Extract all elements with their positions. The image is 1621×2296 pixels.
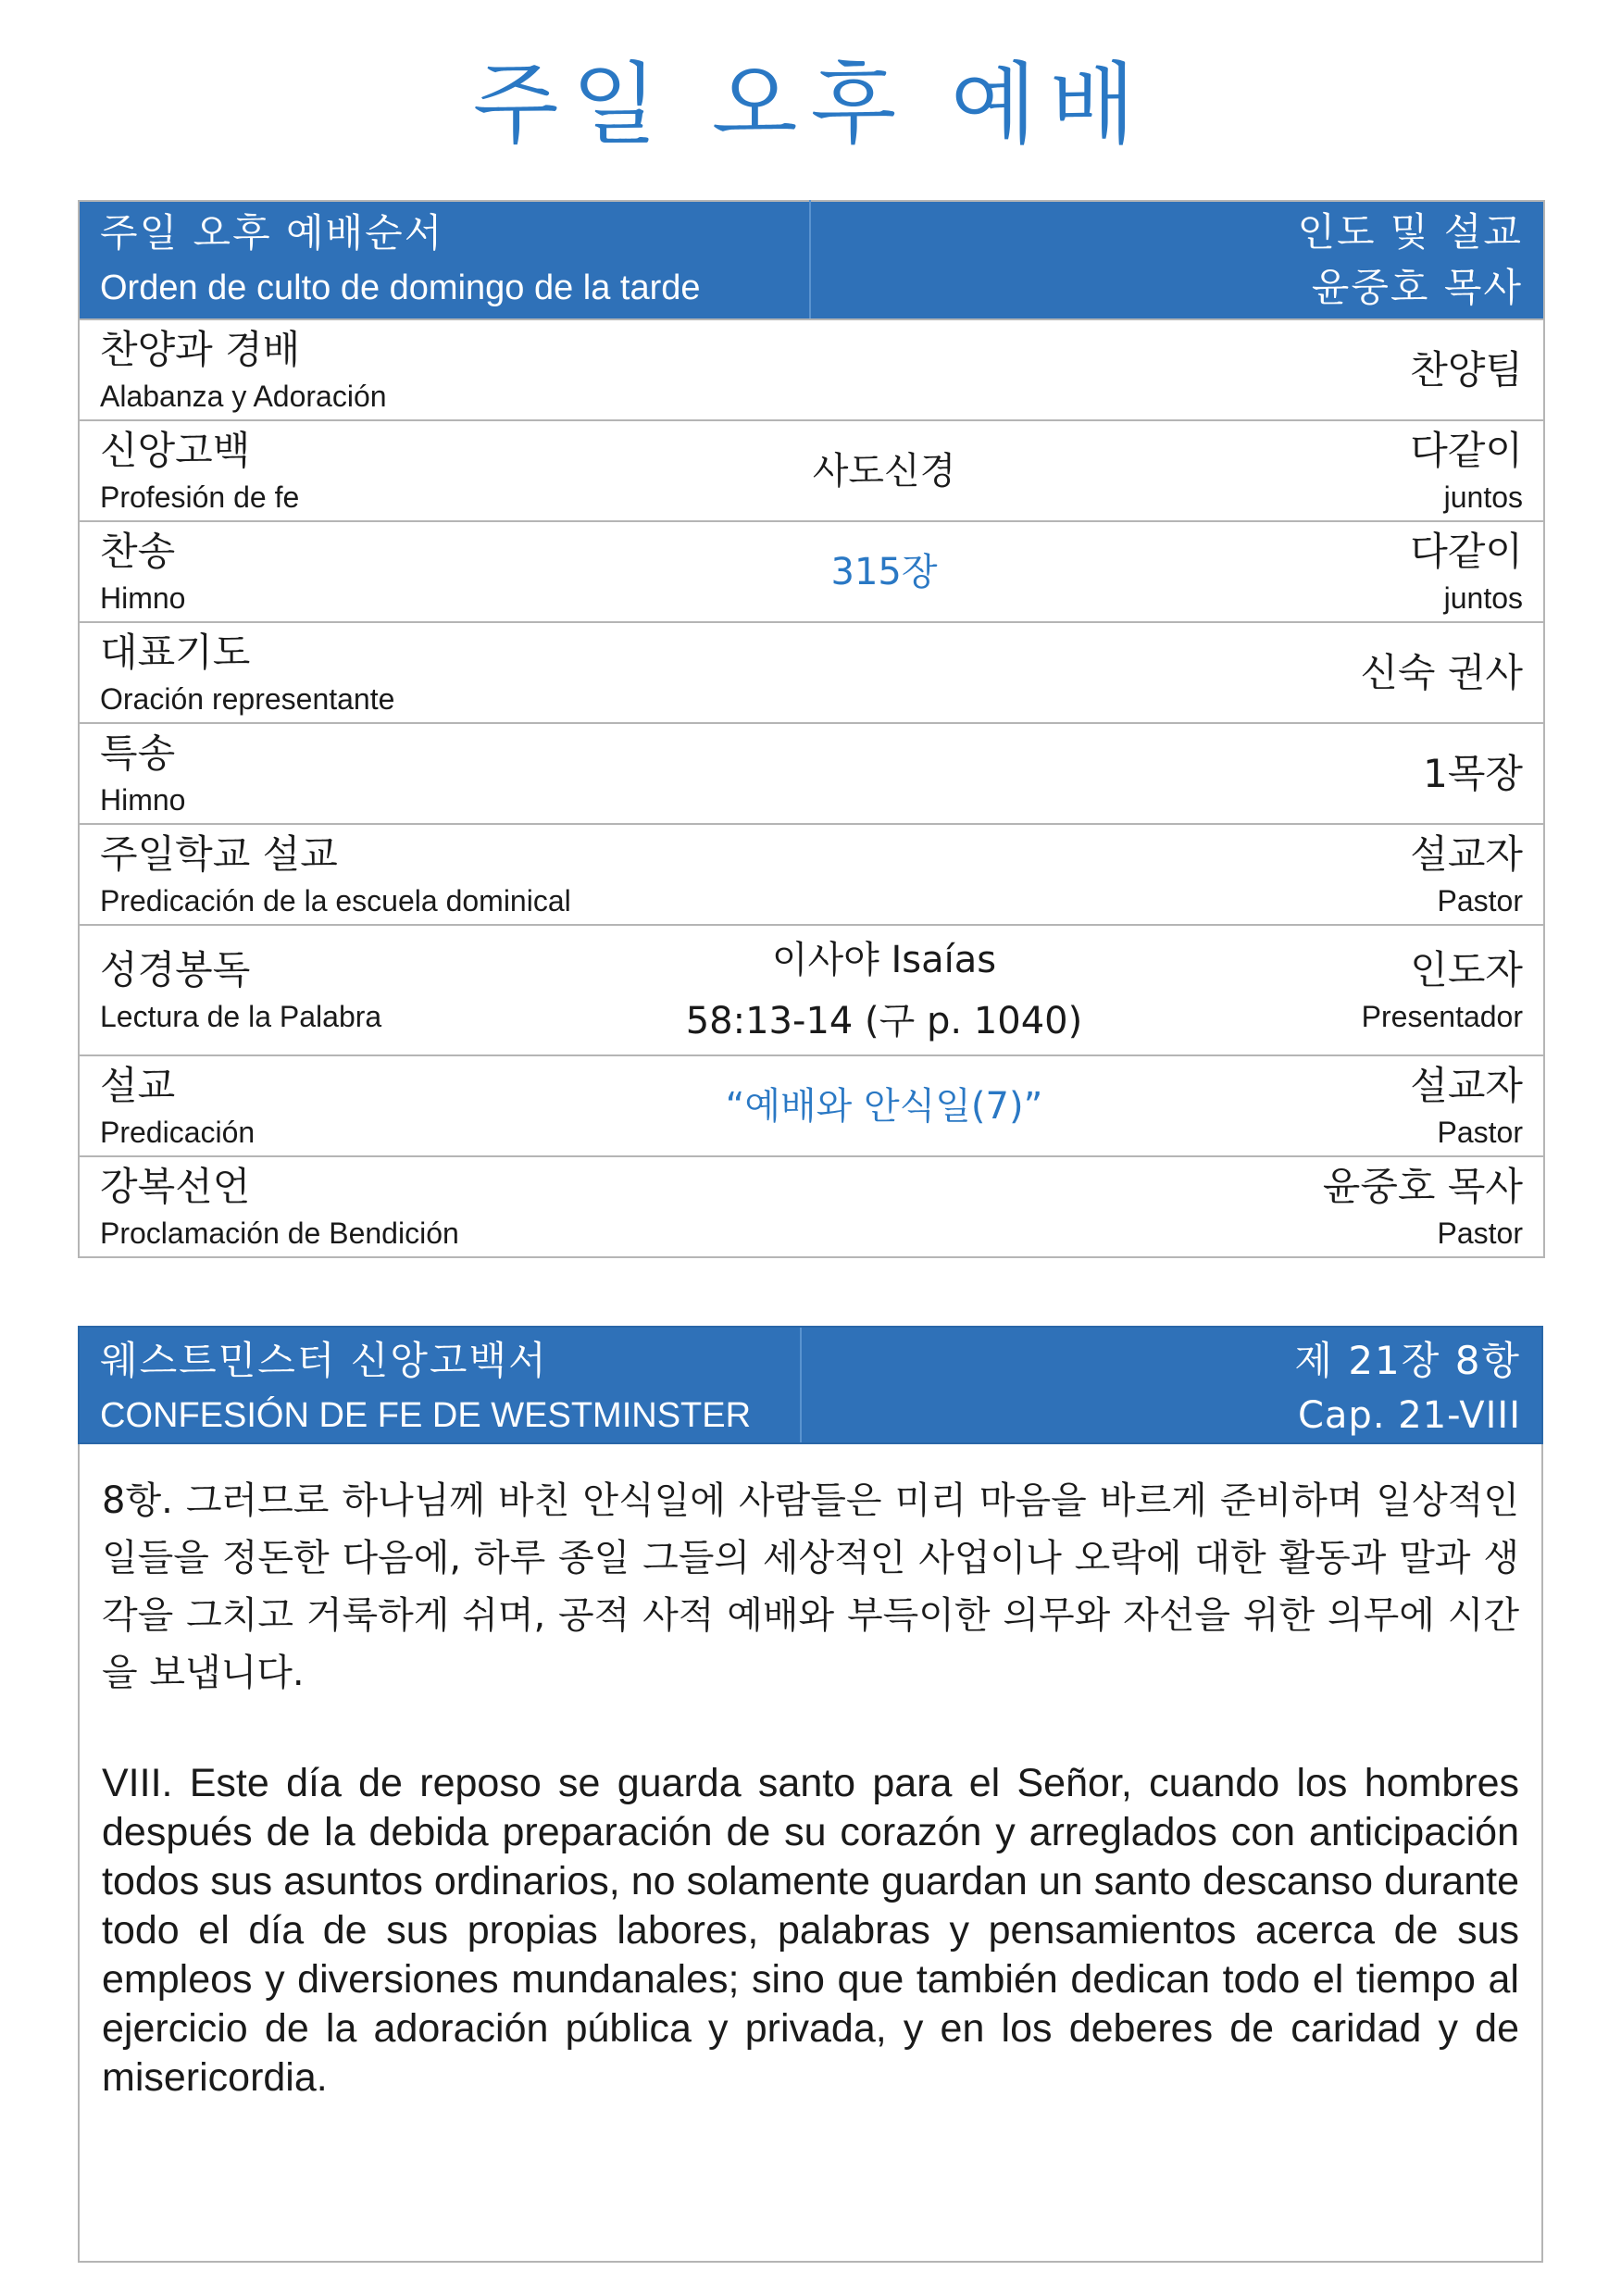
row-title-es: Himno [100, 782, 186, 817]
order-header-left [79, 201, 810, 319]
sermon-title: “예배와 안식일(7)” [597, 1055, 1171, 1156]
order-header-title-es: Orden de culto de domingo de la tarde [100, 268, 701, 307]
order-row [79, 723, 1544, 824]
order-row [79, 1055, 1544, 1156]
row-center [597, 824, 1171, 925]
row-title-es: Lectura de la Palabra [100, 999, 382, 1033]
order-row [79, 622, 1544, 723]
row-title-ko: 특송 [100, 730, 176, 776]
row-right-es: juntos [1443, 580, 1523, 615]
row-center [597, 622, 1171, 723]
confession-header-left [80, 1328, 802, 1442]
order-row [79, 824, 1544, 925]
confession-header [78, 1326, 1543, 1444]
row-right-es: Pastor [1437, 1115, 1523, 1149]
row-title-es: Profesión de fe [100, 480, 300, 514]
order-row [79, 420, 1544, 521]
row-title-ko: 대표기도 [100, 629, 251, 675]
row-center [597, 723, 1171, 824]
row-title-es: Oración representante [100, 681, 395, 716]
row-right-es: Presentador [1361, 999, 1523, 1033]
row-right-ko: 설교자 [1410, 830, 1523, 877]
order-row [79, 521, 1544, 622]
confession-box [78, 1326, 1543, 2263]
row-center [597, 319, 1171, 420]
page-title: 주일 오후 예배 [472, 53, 1149, 156]
order-header-row [79, 201, 1544, 319]
row-title-ko: 강복선언 [100, 1163, 251, 1209]
order-header-leader-label: 인도 및 설교 [1297, 209, 1523, 255]
worship-order-table [78, 200, 1545, 320]
confession-chapter-ko: 제 21장 8항 [1294, 1338, 1521, 1383]
row-title-ko: 성경봉독 [100, 946, 251, 992]
worship-order-rows [78, 318, 1543, 1258]
scripture-book: 이사야 Isaías [771, 938, 997, 981]
order-header-leader-name: 윤중호 목사 [1311, 265, 1523, 310]
confession-title-ko: 웨스트민스터 신앙고백서 [100, 1338, 548, 1383]
order-row [79, 925, 1544, 1055]
scripture-reference [597, 925, 1171, 1055]
row-title-es: Himno [100, 580, 186, 615]
row-right-ko: 찬양팀 [1410, 346, 1523, 393]
confession-text-es: VIII. Este día de reposo se guarda santo para el Señor, cuando los hombres después de la debida preparación de su corazón y arreglados con anticipación todos sus asuntos ordinarios, no solamente guardan un santo descanso durante todo el día de sus propias labores, palabras y pensamientos acerca de sus empleos y diversiones mundanales; sino que también dedican todo el tiempo al ejercicio de la adoración pública y privada, y en los deberes de caridad y de misericordia. [102, 1761, 1519, 2100]
row-title-es: Predicación de la escuela dominical [100, 883, 571, 917]
row-right-es: Pastor [1437, 883, 1523, 917]
confession-text-ko: 8항. 그러므로 하나님께 바친 안식일에 사람들은 미리 마음을 바르게 준비하며 일상적인 일들을 정돈한 다음에, 하루 종일 그들의 세상적인 사업이나 오락에 대한 활동과 말과 생각을 그치고 거룩하게 쉬며, 공적 사적 예배와 부득이한 의무와 자선을 위한 의무에 시간을 보냅니다. [102, 1479, 1519, 1694]
row-title-ko: 찬양과 경배 [100, 326, 301, 372]
row-right-ko: 신숙 권사 [1360, 649, 1523, 695]
row-title-es: Alabanza y Adoración [100, 379, 387, 413]
order-row [79, 319, 1544, 420]
row-title-es: Proclamación de Bendición [100, 1216, 459, 1250]
row-title-es: Predicación [100, 1115, 256, 1149]
row-right-ko: 설교자 [1410, 1062, 1523, 1108]
row-right-ko: 1목장 [1423, 750, 1523, 796]
confession-title-es: CONFESIÓN DE FE DE WESTMINSTER [100, 1396, 752, 1435]
confession-header-right [802, 1328, 1541, 1442]
hymn-number: 315장 [597, 521, 1171, 622]
row-right-es: juntos [1443, 480, 1523, 514]
order-row [79, 1156, 1544, 1257]
confession-chapter-es: Cap. 21-VIII [1297, 1394, 1521, 1437]
row-right-ko: 인도자 [1410, 946, 1523, 992]
row-title-ko: 설교 [100, 1062, 176, 1108]
row-title-ko: 주일학교 설교 [100, 830, 338, 877]
row-right-ko: 다같이 [1410, 427, 1523, 473]
row-right-ko: 다같이 [1410, 528, 1523, 574]
row-title-ko: 신앙고백 [100, 427, 251, 473]
order-header-title-ko: 주일 오후 예배순서 [100, 210, 444, 256]
row-center: 사도신경 [597, 420, 1171, 521]
row-center [597, 1156, 1171, 1257]
row-right-es: Pastor [1437, 1216, 1523, 1250]
order-header-right [810, 201, 1544, 319]
row-right-ko: 윤중호 목사 [1322, 1163, 1523, 1209]
row-title-ko: 찬송 [100, 528, 176, 574]
scripture-verses: 58:13-14 (구 p. 1040) [685, 999, 1083, 1042]
